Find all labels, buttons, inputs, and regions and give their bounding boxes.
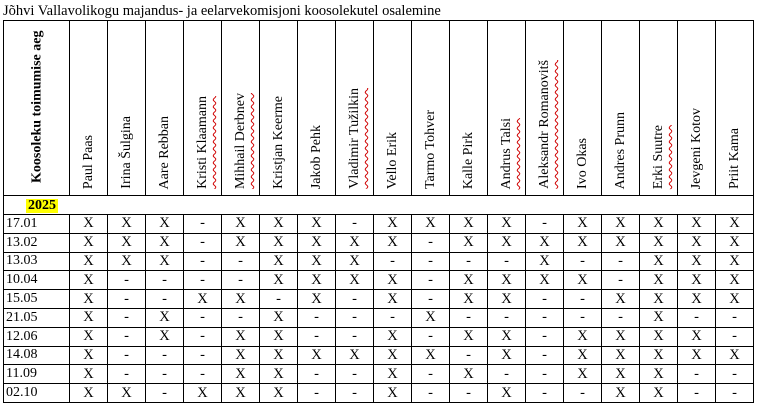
attendance-mark: X — [336, 346, 374, 365]
attendance-mark: X — [488, 384, 526, 403]
attendance-mark: - — [716, 327, 754, 346]
attendance-mark: - — [412, 384, 450, 403]
attendance-mark: X — [716, 290, 754, 309]
attendance-mark: X — [70, 365, 108, 384]
attendance-mark: X — [222, 365, 260, 384]
attendance-mark: - — [526, 365, 564, 384]
attendance-mark: X — [260, 384, 298, 403]
attendance-mark: - — [602, 252, 640, 271]
attendance-mark: X — [336, 271, 374, 290]
member-column-header — [640, 21, 678, 196]
attendance-mark: - — [564, 308, 602, 327]
meeting-date: 02.10 — [4, 384, 70, 403]
attendance-mark: X — [222, 290, 260, 309]
attendance-mark: - — [108, 346, 146, 365]
member-column-header — [374, 21, 412, 196]
meeting-date: 15.05 — [4, 290, 70, 309]
attendance-mark: - — [222, 308, 260, 327]
attendance-mark: X — [70, 327, 108, 346]
attendance-mark: - — [336, 290, 374, 309]
attendance-mark: X — [146, 252, 184, 271]
attendance-mark: - — [602, 271, 640, 290]
meeting-date: 12.06 — [4, 327, 70, 346]
attendance-mark: - — [222, 271, 260, 290]
attendance-mark: X — [716, 271, 754, 290]
attendance-mark: - — [374, 308, 412, 327]
attendance-mark: - — [602, 308, 640, 327]
attendance-mark: X — [450, 233, 488, 252]
meeting-date: 13.03 — [4, 252, 70, 271]
attendance-mark: X — [146, 233, 184, 252]
attendance-mark: - — [336, 365, 374, 384]
attendance-mark: X — [640, 252, 678, 271]
attendance-mark: X — [602, 327, 640, 346]
attendance-mark: X — [374, 365, 412, 384]
attendance-mark: - — [108, 290, 146, 309]
attendance-mark: X — [640, 215, 678, 234]
attendance-mark: X — [678, 346, 716, 365]
attendance-mark: X — [70, 215, 108, 234]
attendance-mark: X — [412, 346, 450, 365]
attendance-mark: X — [602, 233, 640, 252]
attendance-mark: X — [108, 233, 146, 252]
attendance-mark: - — [412, 365, 450, 384]
attendance-mark: - — [678, 365, 716, 384]
attendance-mark: X — [108, 252, 146, 271]
member-name: Kristi Klaamann — [194, 96, 210, 189]
member-column-header — [336, 21, 374, 196]
document-title: Jõhvi Vallavolikogu majandus- ja eelarvekomisjoni koosolekutel osalemine — [3, 3, 441, 19]
attendance-mark: - — [450, 308, 488, 327]
attendance-mark: - — [678, 384, 716, 403]
attendance-mark: - — [336, 384, 374, 403]
attendance-mark: X — [716, 346, 754, 365]
attendance-mark: - — [298, 384, 336, 403]
attendance-mark: X — [678, 271, 716, 290]
attendance-mark: X — [222, 384, 260, 403]
attendance-mark: - — [260, 290, 298, 309]
attendance-mark: - — [184, 346, 222, 365]
attendance-mark: X — [526, 233, 564, 252]
attendance-mark: - — [716, 384, 754, 403]
attendance-mark: X — [640, 346, 678, 365]
attendance-mark: X — [564, 271, 602, 290]
year-row — [4, 196, 754, 215]
member-column-header — [184, 21, 222, 196]
attendance-mark: X — [374, 233, 412, 252]
attendance-mark: X — [374, 346, 412, 365]
attendance-mark: - — [146, 290, 184, 309]
attendance-mark: X — [450, 290, 488, 309]
attendance-mark: X — [298, 271, 336, 290]
attendance-mark: X — [716, 215, 754, 234]
attendance-mark: X — [602, 215, 640, 234]
attendance-mark: - — [412, 271, 450, 290]
attendance-mark: X — [298, 215, 336, 234]
meeting-row — [4, 233, 754, 252]
meeting-date: 10.04 — [4, 271, 70, 290]
attendance-mark: X — [108, 215, 146, 234]
meeting-row — [4, 365, 754, 384]
attendance-mark: X — [298, 290, 336, 309]
attendance-mark: X — [260, 346, 298, 365]
attendance-mark: - — [222, 252, 260, 271]
member-name: Jevgeni Kotov — [688, 107, 704, 189]
attendance-mark: X — [298, 346, 336, 365]
attendance-mark: X — [412, 308, 450, 327]
attendance-mark: X — [488, 233, 526, 252]
member-name: Priit Kama — [726, 127, 742, 189]
attendance-mark: X — [640, 308, 678, 327]
attendance-mark: - — [488, 365, 526, 384]
year-cell — [4, 196, 754, 215]
member-name: Andres Prunn — [612, 111, 628, 189]
attendance-mark: - — [412, 233, 450, 252]
attendance-mark: - — [108, 327, 146, 346]
member-column-header — [678, 21, 716, 196]
attendance-mark: - — [412, 327, 450, 346]
member-name: Erki Suutre — [650, 124, 666, 189]
attendance-mark: X — [450, 215, 488, 234]
member-column-header — [602, 21, 640, 196]
attendance-mark: X — [412, 215, 450, 234]
attendance-mark: X — [488, 215, 526, 234]
meeting-row — [4, 308, 754, 327]
member-name: Aleksandr Romanovitš — [536, 60, 552, 189]
date-column-header-label: Koosoleku toimumise aeg — [29, 30, 44, 184]
attendance-mark: - — [450, 346, 488, 365]
member-name: Paul Paas — [80, 134, 96, 189]
attendance-mark: - — [298, 327, 336, 346]
attendance-mark: X — [488, 290, 526, 309]
attendance-mark: X — [336, 252, 374, 271]
attendance-mark: - — [526, 215, 564, 234]
attendance-mark: - — [374, 252, 412, 271]
meeting-row — [4, 290, 754, 309]
attendance-mark: X — [298, 252, 336, 271]
attendance-mark: - — [526, 384, 564, 403]
attendance-mark: - — [184, 215, 222, 234]
member-column-header — [146, 21, 184, 196]
meeting-date: 17.01 — [4, 215, 70, 234]
attendance-mark: X — [260, 308, 298, 327]
attendance-mark: X — [564, 365, 602, 384]
attendance-mark: - — [488, 308, 526, 327]
member-name: Vello Erik — [384, 131, 400, 189]
attendance-mark: - — [526, 346, 564, 365]
member-column-header — [526, 21, 564, 196]
attendance-mark: - — [564, 290, 602, 309]
attendance-mark: - — [678, 308, 716, 327]
attendance-mark: X — [146, 215, 184, 234]
attendance-mark: - — [146, 365, 184, 384]
attendance-mark: - — [526, 327, 564, 346]
attendance-mark: - — [336, 327, 374, 346]
attendance-mark: X — [450, 365, 488, 384]
attendance-mark: X — [70, 290, 108, 309]
attendance-mark: X — [374, 215, 412, 234]
attendance-mark: - — [336, 215, 374, 234]
attendance-mark: X — [602, 290, 640, 309]
member-name: Aare Rebban — [156, 115, 172, 189]
attendance-mark: - — [564, 252, 602, 271]
attendance-mark: - — [146, 384, 184, 403]
attendance-mark: X — [222, 215, 260, 234]
attendance-mark: - — [526, 290, 564, 309]
meeting-date: 21.05 — [4, 308, 70, 327]
attendance-mark: X — [640, 271, 678, 290]
attendance-mark: - — [412, 252, 450, 271]
attendance-mark: X — [678, 215, 716, 234]
attendance-mark: - — [184, 365, 222, 384]
attendance-mark: - — [146, 346, 184, 365]
attendance-mark: X — [602, 384, 640, 403]
attendance-mark: - — [716, 308, 754, 327]
member-name: Andrus Talsi — [498, 117, 514, 189]
attendance-mark: - — [412, 290, 450, 309]
attendance-mark: X — [260, 252, 298, 271]
attendance-mark: - — [526, 308, 564, 327]
attendance-mark: X — [602, 346, 640, 365]
member-name: Irina Šulgina — [118, 116, 134, 189]
attendance-mark: - — [298, 365, 336, 384]
attendance-mark: X — [184, 384, 222, 403]
meeting-date: 13.02 — [4, 233, 70, 252]
attendance-mark: X — [678, 327, 716, 346]
attendance-mark: X — [260, 327, 298, 346]
member-name: Tarmo Tohver — [422, 109, 438, 189]
attendance-mark: - — [184, 327, 222, 346]
attendance-mark: - — [108, 308, 146, 327]
member-column-header — [70, 21, 108, 196]
meeting-row — [4, 252, 754, 271]
attendance-mark: X — [564, 327, 602, 346]
attendance-mark: X — [564, 233, 602, 252]
attendance-mark: - — [716, 365, 754, 384]
attendance-mark: X — [640, 290, 678, 309]
attendance-mark: X — [260, 365, 298, 384]
attendance-mark: X — [716, 233, 754, 252]
member-name: Kristjan Keerme — [270, 96, 286, 189]
member-column-header — [488, 21, 526, 196]
attendance-mark: X — [678, 252, 716, 271]
attendance-mark: - — [450, 252, 488, 271]
meeting-row — [4, 346, 754, 365]
attendance-mark: X — [70, 271, 108, 290]
attendance-mark: X — [374, 327, 412, 346]
attendance-mark: X — [564, 215, 602, 234]
meeting-row — [4, 215, 754, 234]
attendance-mark: X — [70, 252, 108, 271]
attendance-table — [3, 20, 754, 403]
attendance-mark: X — [298, 233, 336, 252]
attendance-mark: X — [716, 252, 754, 271]
attendance-mark: X — [222, 346, 260, 365]
member-name: Jakob Pehk — [308, 124, 324, 189]
attendance-mark: - — [184, 252, 222, 271]
attendance-mark: X — [488, 271, 526, 290]
attendance-mark: X — [602, 365, 640, 384]
attendance-mark: X — [222, 327, 260, 346]
attendance-mark: X — [488, 346, 526, 365]
meeting-date: 14.08 — [4, 346, 70, 365]
attendance-mark: - — [108, 271, 146, 290]
member-name: Kalle Pirk — [460, 131, 476, 189]
attendance-mark: - — [184, 233, 222, 252]
meeting-row — [4, 384, 754, 403]
meeting-row — [4, 271, 754, 290]
attendance-mark: X — [70, 384, 108, 403]
attendance-mark: X — [222, 233, 260, 252]
attendance-mark: - — [488, 252, 526, 271]
member-column-header — [222, 21, 260, 196]
member-name: Vladimir Tužilkin — [346, 88, 362, 189]
attendance-mark: X — [146, 308, 184, 327]
attendance-mark: X — [488, 327, 526, 346]
attendance-mark: X — [260, 233, 298, 252]
member-name: Mihhail Derbnev — [232, 92, 248, 189]
attendance-mark: X — [526, 271, 564, 290]
attendance-mark: X — [374, 290, 412, 309]
attendance-mark: X — [678, 233, 716, 252]
member-column-header — [412, 21, 450, 196]
attendance-mark: X — [640, 384, 678, 403]
member-name: Ivo Okas — [574, 138, 590, 189]
member-column-header — [564, 21, 602, 196]
meeting-row — [4, 327, 754, 346]
member-column-header — [260, 21, 298, 196]
member-column-header — [298, 21, 336, 196]
attendance-mark: X — [70, 308, 108, 327]
attendance-mark: - — [184, 271, 222, 290]
attendance-mark: - — [450, 384, 488, 403]
year-label: 2025 — [28, 198, 56, 213]
attendance-mark: X — [526, 252, 564, 271]
attendance-mark: X — [678, 290, 716, 309]
attendance-mark: X — [336, 233, 374, 252]
attendance-mark: X — [564, 346, 602, 365]
attendance-mark: X — [450, 327, 488, 346]
attendance-mark: X — [70, 233, 108, 252]
attendance-mark: X — [260, 271, 298, 290]
member-column-header — [450, 21, 488, 196]
attendance-mark: X — [640, 327, 678, 346]
attendance-mark: X — [70, 346, 108, 365]
member-column-header — [716, 21, 754, 196]
attendance-mark: X — [146, 327, 184, 346]
attendance-mark: X — [374, 271, 412, 290]
member-column-header — [108, 21, 146, 196]
attendance-mark: X — [260, 215, 298, 234]
attendance-mark: - — [298, 308, 336, 327]
attendance-mark: - — [146, 271, 184, 290]
attendance-mark: X — [108, 384, 146, 403]
attendance-mark: X — [374, 384, 412, 403]
attendance-mark: - — [184, 308, 222, 327]
header-row — [4, 21, 754, 196]
attendance-mark: X — [640, 233, 678, 252]
attendance-mark: X — [640, 365, 678, 384]
attendance-mark: X — [450, 271, 488, 290]
attendance-mark: - — [336, 308, 374, 327]
meeting-date: 11.09 — [4, 365, 70, 384]
attendance-mark: X — [184, 290, 222, 309]
attendance-mark: - — [108, 365, 146, 384]
attendance-mark: - — [564, 384, 602, 403]
date-column-header — [4, 21, 70, 196]
